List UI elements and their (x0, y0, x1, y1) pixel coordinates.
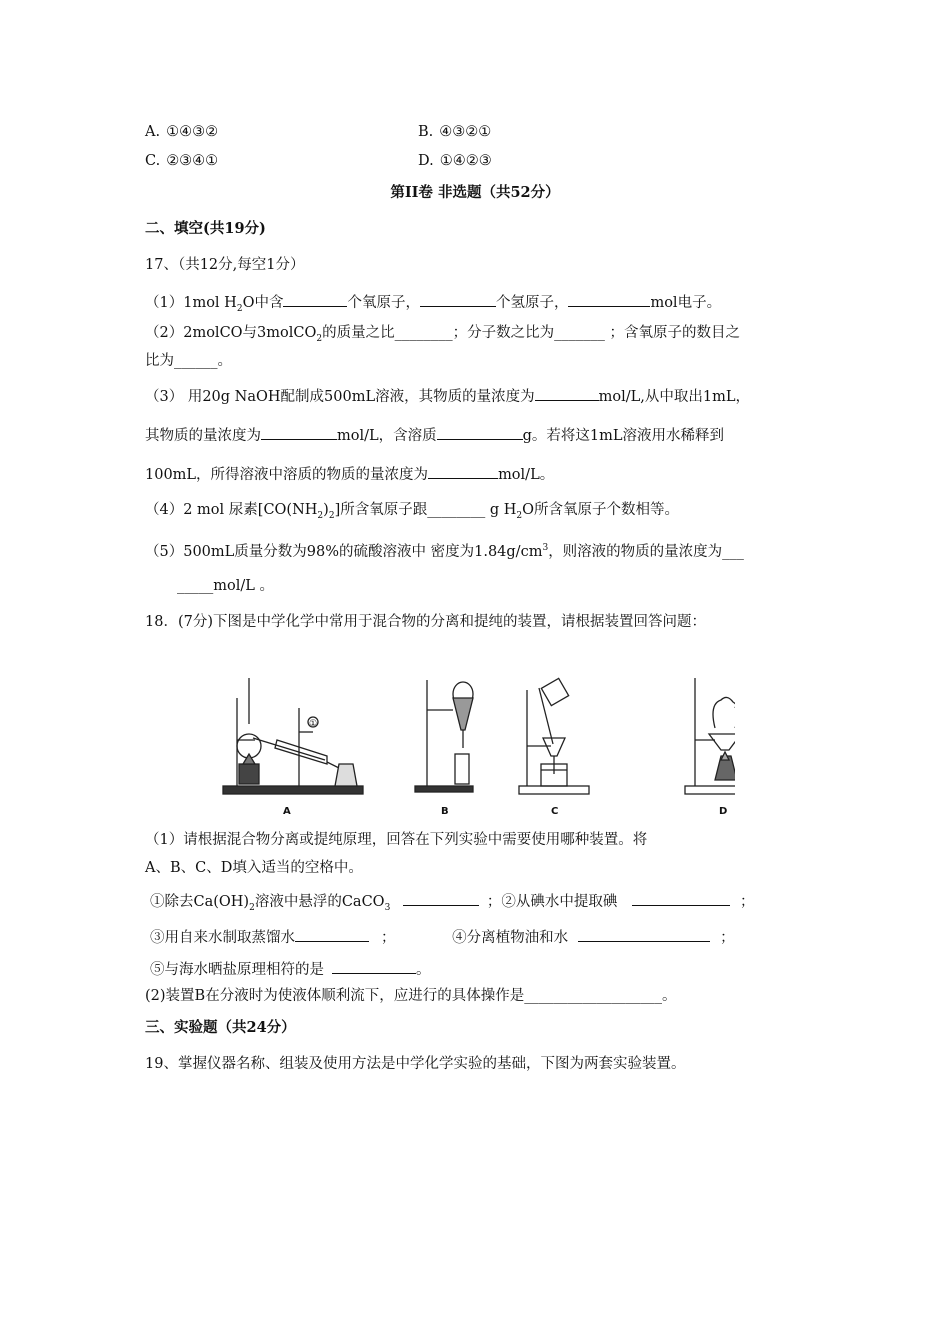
q18-i3-text-c: ④分离植物油和水 (452, 930, 569, 946)
answer-blank[interactable] (261, 424, 337, 440)
option-b-letter: B. (418, 124, 434, 140)
figure-label-d: D (719, 806, 728, 817)
q18-i3-text-d: ； (720, 930, 735, 946)
q17-p4-text-d: O所含氧原子个数相等。 (522, 502, 679, 518)
q17-p2-subscript: 2 (316, 333, 323, 344)
section2-heading: 二、填空(共19分) (145, 220, 266, 237)
q17-p4-subscript: 2 (516, 510, 523, 521)
answer-blank[interactable] (295, 926, 369, 942)
q18-i3-text: ③用自来水制取蒸馏水 (150, 930, 295, 946)
q17-p1-text-c: 个氧原子， (347, 295, 420, 311)
answer-blank[interactable] (283, 291, 347, 307)
answer-blank[interactable] (568, 291, 650, 307)
answer-blank[interactable] (535, 385, 599, 401)
q18-part1-cont: A、B、C、D填入适当的空格中。 (145, 860, 363, 876)
q17-p5-text-b: ，则溶液的物质的量浓度为___ (548, 543, 744, 560)
q17-part3-line2 (145, 424, 724, 446)
apparatus-figure (215, 668, 735, 820)
q18-i5-text: ⑤与海水晒盐原理相符的是 (150, 962, 324, 978)
q17-p3-text-b: mol/L,从中取出1mL， (598, 389, 750, 405)
q17-p1-text-e: mol电子。 (650, 295, 722, 311)
figure-label-a: A (283, 806, 291, 817)
q17-part4 (145, 500, 679, 526)
q17-p2-text: （2）2molCO与3molCO (145, 325, 317, 341)
option-a-letter: A. (145, 124, 161, 140)
option-c-text: ②③④① (166, 153, 219, 169)
q17-part2 (145, 323, 740, 349)
q17-part2-cont: 比为______。 (145, 353, 232, 369)
q17-p3-text-g: mol/L。 (498, 467, 555, 483)
q18-part1: （1）请根据混合物分离或提纯原理，回答在下列实验中需要使用哪种装置。将 (145, 832, 648, 848)
q17-p1-text: （1）1mol H (145, 295, 237, 311)
q17-p3-text-f: 100mL，所得溶液中溶质的物质的量浓度为 (145, 467, 429, 483)
part2-title: 第II卷 非选题（共52分） (390, 184, 560, 201)
apparatus-b-separatory-funnel (415, 680, 473, 817)
q17-part5-cont: _____mol/L 。 (177, 578, 274, 594)
q17-part3 (145, 385, 750, 407)
q17-header: 17、（共12分,每空1分） (145, 257, 305, 273)
q17-part3-line3 (145, 463, 554, 485)
q18-i1-text-c: ；②从碘水中提取碘 (486, 894, 618, 910)
q17-p2-text-b: 的质量之比________；分子数之比为_______ ；含氧原子的数目之 (322, 325, 740, 341)
option-d (418, 151, 492, 171)
q18-i1-text-d: ； (740, 894, 755, 910)
q17-p1-text-d: 个氢原子， (495, 295, 569, 311)
apparatus-a-distillation (223, 678, 363, 817)
q17-p4-subscript: 2 (328, 510, 335, 521)
option-c-letter: C. (145, 153, 161, 169)
option-c (145, 151, 218, 171)
answer-blank[interactable] (332, 958, 416, 974)
option-a-text: ①④③② (166, 124, 219, 140)
q18-i5-text-b: 。 (416, 962, 431, 978)
option-d-text: ①④②③ (439, 153, 492, 169)
apparatus-c-filtration (519, 678, 589, 817)
q18-item1 (150, 890, 755, 918)
q18-item3 (150, 926, 735, 948)
q17-p4-text: （4）2 mol 尿素[CO(NH (145, 502, 318, 518)
figure-label-c: C (551, 806, 559, 817)
section3-heading (145, 1018, 296, 1038)
option-d-letter: D. (418, 153, 434, 169)
q17-p4-subscript: 2 (317, 510, 324, 521)
q18-i1-text: ①除去Ca(OH) (150, 894, 250, 910)
q18-item5 (150, 958, 431, 980)
q17-p1-subscript: 2 (236, 303, 243, 314)
apparatus-d-evaporation (685, 678, 735, 817)
q18-i1-subscript: 3 (384, 902, 391, 913)
q17-p3-text: （3） 用20g NaOH配制成500mL溶液，其物质的量浓度为 (145, 389, 535, 405)
answer-blank[interactable] (632, 890, 730, 906)
q17-p5-superscript: 3 (542, 543, 549, 553)
answer-blank[interactable] (403, 890, 479, 906)
q17-p1-text-b: O中含 (242, 295, 284, 311)
answer-blank[interactable] (578, 926, 710, 942)
q17-p3-text-e: g。若将这1mL溶液用水稀释到 (522, 428, 725, 444)
q17-p4-text-b: ) (323, 502, 329, 518)
q18-i3-text-b: ； (381, 930, 396, 946)
q18-i1-text-b: 溶液中悬浮的CaCO (254, 894, 385, 910)
answer-blank[interactable] (420, 291, 496, 307)
answer-blank[interactable] (437, 424, 523, 440)
q19-text: 19、掌握仪器名称、组装及使用方法是中学化学实验的基础，下图为两套实验装置。 (145, 1056, 686, 1072)
option-a (145, 122, 218, 142)
figure-circle-label: ① (309, 719, 318, 729)
q17-p4-text-c: ]所含氧原子跟________ g H (334, 502, 517, 518)
section3-heading-text: 三、实验题（共24分） (145, 1019, 296, 1036)
option-b-text: ④③②① (439, 124, 492, 140)
q17-part5 (145, 538, 744, 562)
q17-p5-text: （5）500mL质量分数为98%的硫酸溶液中 密度为1.84g/cm (145, 543, 543, 560)
q18-i1-subscript: 2 (249, 902, 255, 913)
figure-label-b: B (441, 806, 449, 817)
q18-header: 18．(7分)下图是中学化学中常用于混合物的分离和提纯的装置，请根据装置回答问题： (145, 614, 706, 630)
option-b (418, 122, 491, 142)
q17-p3-text-d: mol/L，含溶质 (337, 428, 437, 444)
answer-blank[interactable] (428, 463, 498, 479)
q17-p3-text-c: 其物质的量浓度为 (145, 428, 261, 444)
q18-part2: (2)装置B在分液时为使液体顺利流下，应进行的具体操作是___________________。 (145, 988, 677, 1004)
q17-part1 (145, 291, 721, 319)
